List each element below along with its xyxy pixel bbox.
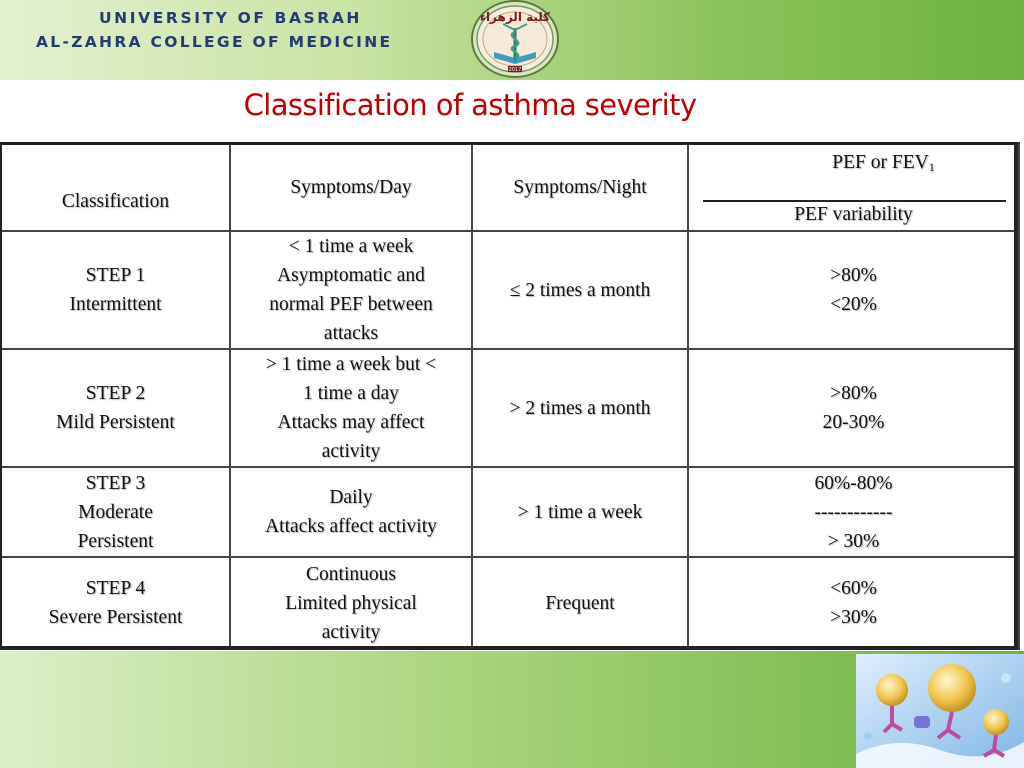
cell-symptoms-day-line: < 1 time a week bbox=[288, 236, 414, 257]
cell-classification-line: Severe Persistent bbox=[48, 607, 183, 628]
cell-symptoms-night-line: ≤ 2 times a month bbox=[509, 279, 651, 301]
cell-classification-line: STEP 2 bbox=[85, 383, 146, 404]
university-name: UNIVERSITY OF BASRAH bbox=[99, 9, 363, 27]
cell-classification-line: STEP 4 bbox=[85, 578, 146, 599]
cell-classification-line: Mild Persistent bbox=[56, 412, 175, 433]
cell-symptoms-day-line: Attacks affect activity bbox=[265, 516, 437, 537]
cell-pef-line: <20% bbox=[830, 294, 877, 315]
cell-symptoms-night-line: > 2 times a month bbox=[509, 397, 651, 419]
cell-symptoms-night-line: Frequent bbox=[545, 592, 615, 614]
cell-pef-line: ------------ bbox=[814, 501, 893, 523]
header-symptoms-day: Symptoms/Day bbox=[230, 143, 472, 231]
cell-pef-line: 60%-80% bbox=[814, 472, 893, 494]
table-frame bbox=[0, 142, 1018, 650]
header-symptoms-night: Symptoms/Night bbox=[472, 143, 688, 231]
cell-symptoms-day-line: Asymptomatic and bbox=[277, 265, 425, 286]
cell-classification-line: Moderate bbox=[78, 501, 153, 523]
cell-symptoms-day-line: activity bbox=[321, 621, 381, 643]
cell-pef-line: >80% bbox=[830, 265, 877, 286]
cell-pef-line: > 30% bbox=[827, 530, 880, 552]
cell-symptoms-day-line: normal PEF between bbox=[269, 294, 433, 315]
cell-pef-line: >30% bbox=[830, 607, 877, 628]
cell-symptoms-day-line: activity bbox=[321, 441, 381, 462]
seal-arabic-text: كلية الزهراء bbox=[479, 10, 551, 24]
slide-title: Classification of asthma severity bbox=[243, 88, 697, 122]
college-name: AL-ZAHRA COLLEGE OF MEDICINE bbox=[36, 33, 393, 51]
pef-variability-label: PEF variability bbox=[794, 204, 913, 225]
cell-classification-line: Persistent bbox=[77, 530, 154, 552]
cell-pef-line: <60% bbox=[830, 578, 877, 599]
cell-pef-line: 20-30% bbox=[822, 412, 885, 433]
cell-symptoms-day-line: Limited physical bbox=[285, 592, 417, 614]
cell-symptoms-day-line: Daily bbox=[329, 487, 373, 508]
cell-classification-line: STEP 1 bbox=[85, 265, 146, 286]
college-seal-logo bbox=[470, 0, 560, 78]
liposome-molecules-image bbox=[856, 654, 1024, 768]
cell-symptoms-night-line: > 1 time a week bbox=[517, 501, 643, 523]
cell-classification-line: Intermittent bbox=[69, 294, 162, 315]
cell-symptoms-day-line: 1 time a day bbox=[303, 383, 399, 404]
cell-symptoms-day-line: Continuous bbox=[306, 563, 396, 585]
pef-fev-label: PEF or $FEV_1$ bbox=[832, 152, 935, 174]
cell-pef-line: >80% bbox=[830, 383, 877, 404]
cell-symptoms-day-line: attacks bbox=[323, 323, 379, 344]
cell-classification-line: STEP 3 bbox=[85, 472, 146, 494]
cell-symptoms-day-line: Attacks may affect bbox=[277, 412, 425, 433]
seal-year: 2017 bbox=[508, 67, 522, 73]
cell-symptoms-day-line: > 1 time a week but < bbox=[265, 354, 437, 375]
header-classification: Classification bbox=[1, 143, 230, 231]
